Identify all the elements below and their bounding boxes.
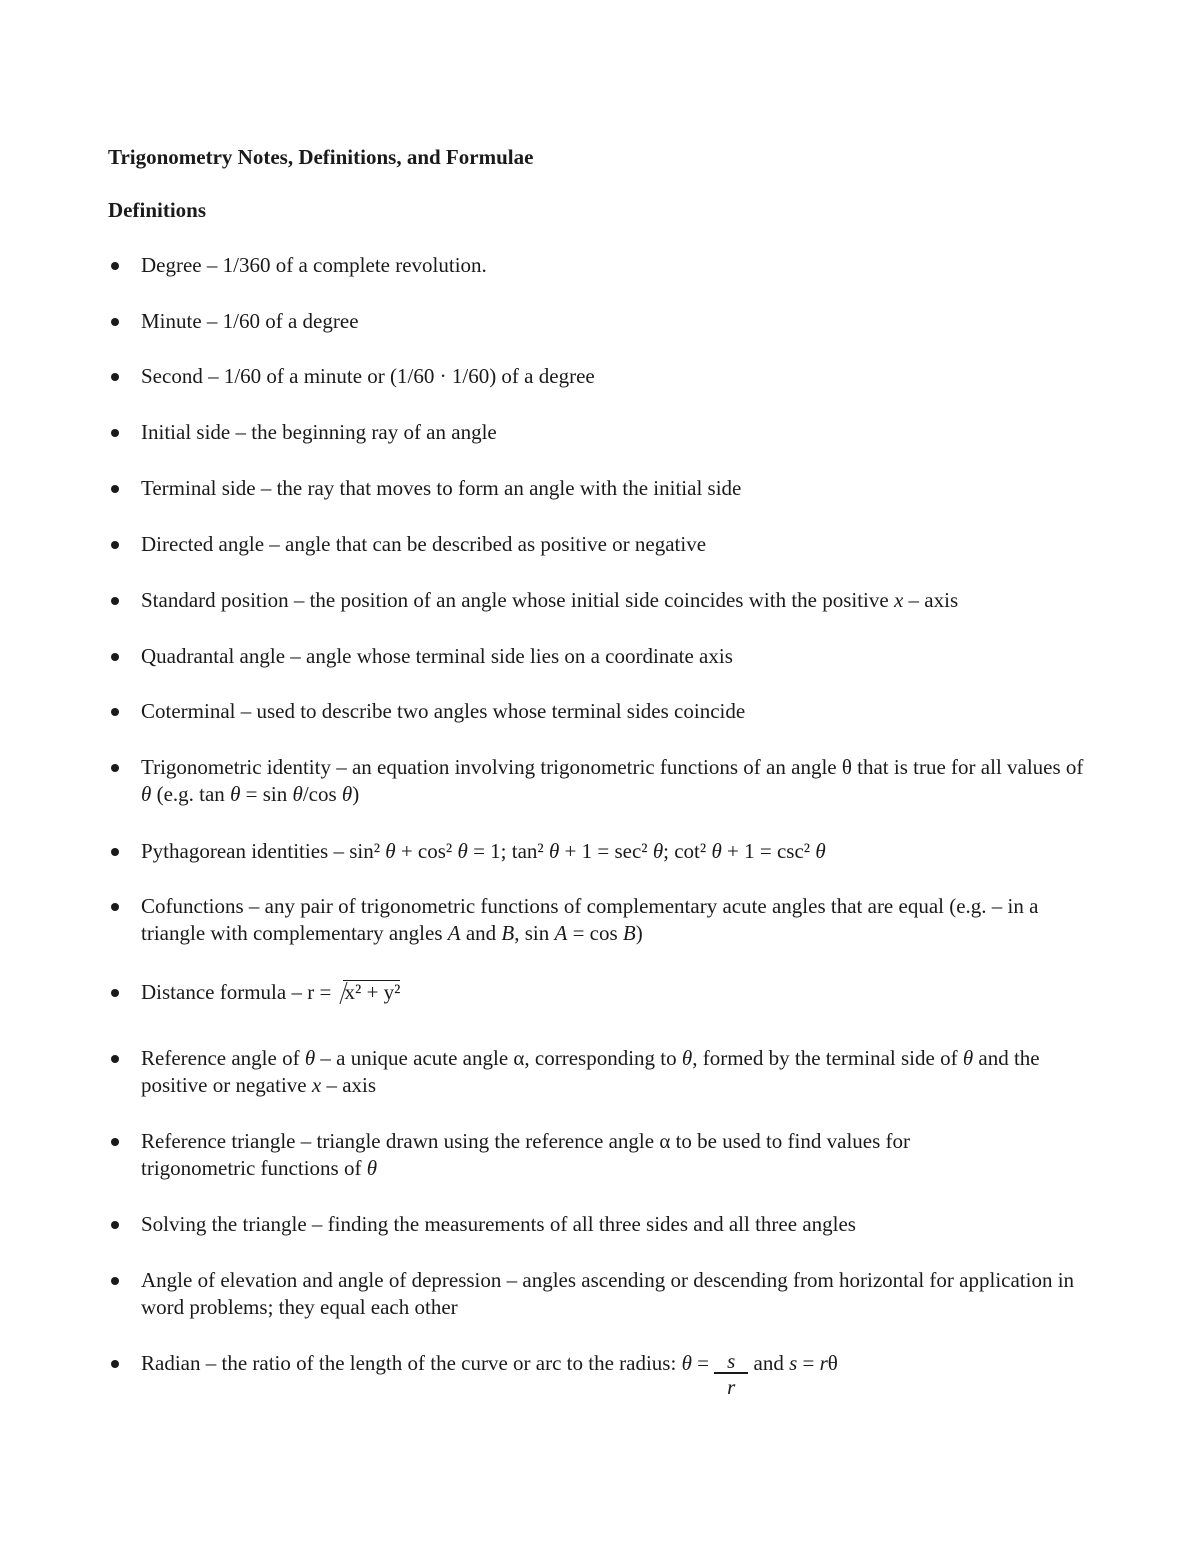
definition-trigonometric-identity	[141, 754, 1086, 808]
definition-radian	[141, 1350, 1101, 1400]
definition-text: Distance formula – r =	[141, 980, 337, 1004]
math-variable: x	[893, 588, 904, 612]
math-variable: θ	[815, 839, 826, 863]
math-variable: B	[622, 921, 636, 945]
radian-fraction	[714, 1350, 748, 1400]
math-variable: θ	[292, 782, 303, 806]
math-variable: θ	[681, 1046, 693, 1070]
definition-text: Cofunctions – any pair of trigonometric functions of complementary acute angles that are equal (e.g. – in a triangle with complementary angles	[141, 894, 1039, 945]
definition-text: = cos	[567, 921, 623, 945]
definition-text: = 1; tan²	[467, 839, 549, 863]
definition-text: and	[460, 921, 502, 945]
math-variable: θ	[230, 782, 241, 806]
definition-pythagorean-identities	[141, 838, 1101, 865]
math-variable: x	[311, 1073, 322, 1097]
definition-text: – a unique acute angle α, corresponding to	[315, 1046, 682, 1070]
definition-text: =	[797, 1351, 820, 1375]
definition-text: Angle of elevation and angle of depression – angles ascending or descending from horizontal for application in word problems; they equal each other	[141, 1268, 1075, 1319]
definition-reference-triangle	[141, 1128, 1021, 1182]
definition-text: and the positive or negative	[141, 1046, 1040, 1097]
definition-text: Minute – 1/60 of a degree	[141, 309, 359, 333]
definition-text: /cos	[302, 782, 342, 806]
math-variable: r	[819, 1351, 828, 1375]
definition-text: + cos²	[395, 839, 458, 863]
definition-text: Degree – 1/360 of a complete revolution.	[141, 253, 487, 277]
definition-text: + 1 = sec²	[559, 839, 653, 863]
definition-reference-angle	[141, 1045, 1086, 1099]
fraction-denominator: r	[727, 1375, 736, 1399]
definition-text: )	[635, 921, 643, 945]
fraction-numerator: s	[714, 1350, 748, 1374]
definition-coterminal	[141, 698, 1101, 725]
definition-text: Reference angle of	[141, 1046, 305, 1070]
definition-angle-of-elevation-and-depression	[141, 1267, 1076, 1321]
math-variable: θ	[385, 839, 396, 863]
definition-text: Second – 1/60 of a minute or (1/60 · 1/60) of a degree	[141, 364, 595, 388]
definition-text: ; cot²	[663, 839, 712, 863]
math-variable: θ	[457, 839, 468, 863]
definition-minute	[141, 308, 1101, 335]
definition-degree	[141, 252, 1101, 279]
math-variable: θ	[548, 839, 560, 863]
definition-text: θ	[827, 1351, 838, 1375]
definition-text: , formed by the terminal side of	[692, 1046, 963, 1070]
definition-text: Terminal side – the ray that moves to form an angle with the initial side	[141, 476, 742, 500]
definition-text: – axis	[903, 588, 959, 612]
definition-text: Radian – the ratio of the length of the curve or arc to the radius:	[141, 1351, 682, 1375]
definition-text: Reference triangle – triangle drawn using the reference angle α to be used to find values for trigonometric functions of	[141, 1129, 911, 1180]
math-variable: θ	[652, 839, 664, 863]
definition-cofunctions	[141, 893, 1096, 947]
definition-text: =	[691, 1351, 715, 1375]
definition-text: + 1 = csc²	[721, 839, 816, 863]
math-variable: A	[447, 921, 461, 945]
math-variable: A	[554, 921, 568, 945]
definition-distance-formula	[141, 979, 1101, 1006]
math-variable: θ	[962, 1046, 974, 1070]
definition-text: Coterminal – used to describe two angles whose terminal sides coincide	[141, 699, 746, 723]
definition-directed-angle	[141, 531, 1101, 558]
math-variable: θ	[681, 1351, 692, 1375]
definition-text: Standard position – the position of an angle whose initial side coincides with the positive	[141, 588, 894, 612]
definition-text: Trigonometric identity – an equation involving trigonometric functions of an angle θ that is true for all values of	[141, 755, 1084, 779]
definition-text: Solving the triangle – finding the measurements of all three sides and all three angles	[141, 1212, 856, 1236]
definition-text: = sin	[240, 782, 293, 806]
math-variable: θ	[141, 782, 152, 806]
definition-text: Pythagorean identities – sin²	[141, 839, 386, 863]
square-root-radicand: x² + y²	[344, 980, 401, 1004]
definition-terminal-side	[141, 475, 1101, 502]
document-title: Trigonometry Notes, Definitions, and Formulae	[108, 145, 534, 169]
definition-standard-position	[141, 587, 1101, 614]
math-variable: B	[501, 921, 515, 945]
math-variable: θ	[304, 1046, 316, 1070]
definition-initial-side	[141, 419, 1101, 446]
math-variable: s	[789, 1351, 798, 1375]
definition-text: – axis	[321, 1073, 377, 1097]
definition-second	[141, 363, 1101, 390]
math-variable: θ	[366, 1156, 378, 1180]
definition-text: )	[352, 782, 360, 806]
definition-solving-the-triangle	[141, 1211, 1101, 1238]
definition-text: , sin	[514, 921, 555, 945]
definition-text: Directed angle – angle that can be described as positive or negative	[141, 532, 707, 556]
definition-text: and	[748, 1351, 790, 1375]
math-variable: θ	[711, 839, 722, 863]
math-variable: θ	[341, 782, 353, 806]
definition-text: (e.g. tan	[151, 782, 231, 806]
definition-text: Initial side – the beginning ray of an angle	[141, 420, 497, 444]
section-heading-definitions: Definitions	[108, 198, 207, 222]
definition-text: Quadrantal angle – angle whose terminal side lies on a coordinate axis	[141, 644, 733, 668]
definition-quadrantal-angle	[141, 643, 1101, 670]
